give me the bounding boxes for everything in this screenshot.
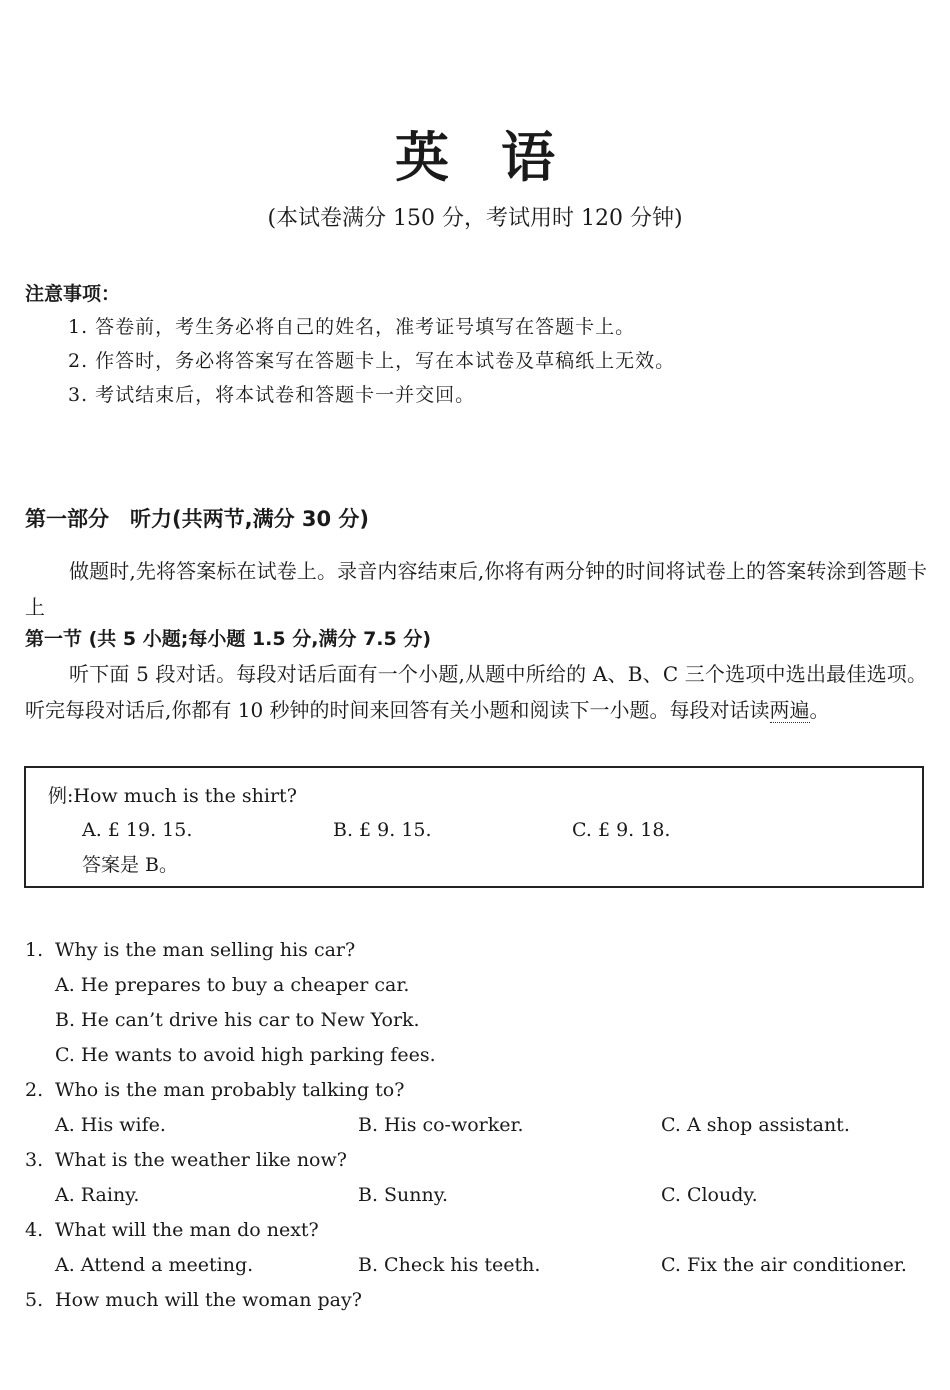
answer-option: B. Sunny. [358,1184,449,1206]
notice-item: 3. 考试结束后，将本试卷和答题卡一并交回。 [68,384,476,406]
answer-option: C. He wants to avoid high parking fees. [55,1044,436,1066]
example-option: C. £ 9. 18. [572,819,671,841]
section-instruction [25,656,927,728]
example-answer: 答案是 B。 [82,854,179,876]
question-text: Who is the man probably talking to? [55,1079,405,1101]
section-instruction-end: 。 [809,698,830,722]
question-number: 5. [25,1289,44,1311]
question-number: 4. [25,1219,44,1241]
answer-option: C. A shop assistant. [661,1114,850,1136]
notice-heading: 注意事项： [25,283,121,305]
answer-option: A. He prepares to buy a cheaper car. [55,974,410,996]
part-instruction: 做题时,先将答案标在试卷上。录音内容结束后,你将有两分钟的时间将试卷上的答案转涂到答题卡上 [25,559,927,619]
answer-option: B. He can’t drive his car to New York. [55,1009,420,1031]
question-text: Why is the man selling his car? [55,939,356,961]
notice-item: 2. 作答时，务必将答案写在答题卡上，写在本试卷及草稿纸上无效。 [68,350,676,372]
emphasis-text: 两遍 [769,698,810,722]
example-question-text: How much is the shirt? [73,785,297,807]
answer-option: A. His wife. [55,1114,166,1136]
question-text: How much will the woman pay? [55,1289,362,1311]
question-text: What will the man do next? [55,1219,319,1241]
example-prefix: 例: [48,785,74,807]
section-instruction-text: 听下面 5 段对话。每段对话后面有一个小题,从题中所给的 A、B、C 三个选项中选出最佳选项。听完每段对话后,你都有 10 秒钟的时间来回答有关小题和阅读下一小题。每段对话读 [25,662,927,722]
answer-option: C. Fix the air conditioner. [661,1254,907,1276]
answer-option: B. Check his teeth. [358,1254,541,1276]
question-number: 2. [25,1079,44,1101]
answer-option: A. Rainy. [55,1184,140,1206]
question-text: What is the weather like now? [55,1149,347,1171]
example-option: B. £ 9. 15. [333,819,432,841]
part-heading: 第一部分 听力(共两节,满分 30 分) [25,507,370,531]
answer-option: A. Attend a meeting. [55,1254,254,1276]
page-title: 英语 [395,125,607,189]
example-question [48,782,297,810]
section-heading: 第一节 (共 5 小题;每小题 1.5 分,满分 7.5 分) [25,628,432,650]
notice-item: 1. 答卷前，考生务必将自己的姓名，准考证号填写在答题卡上。 [68,316,636,338]
answer-option: B. His co-worker. [358,1114,524,1136]
example-option: A. £ 19. 15. [82,819,193,841]
question-number: 1. [25,939,44,961]
question-number: 3. [25,1149,44,1171]
example-box [24,766,924,888]
exam-info: (本试卷满分 150 分，考试用时 120 分钟) [267,206,683,231]
answer-option: C. Cloudy. [661,1184,758,1206]
